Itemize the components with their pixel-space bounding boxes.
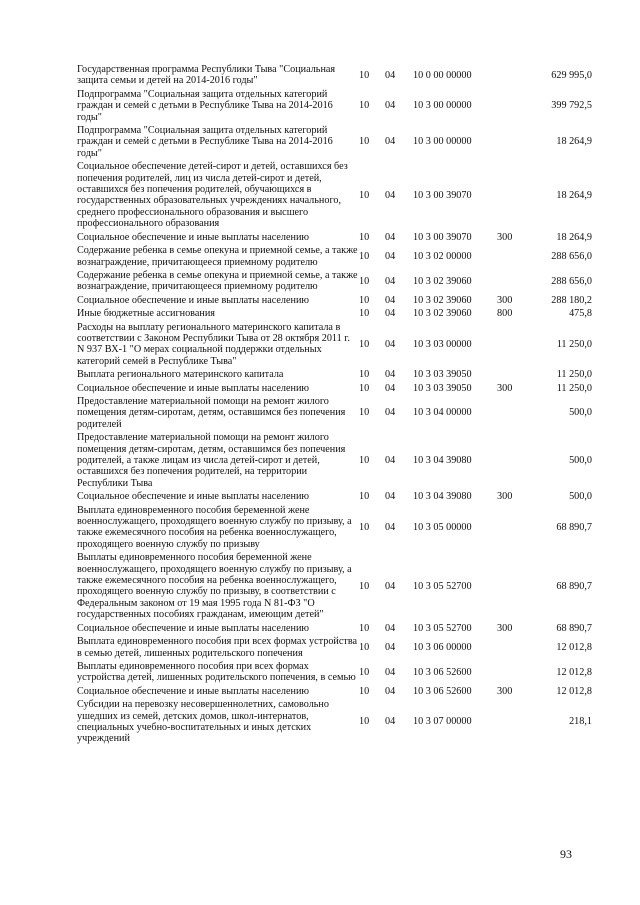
target-article-code: 10 3 04 39080 xyxy=(413,455,472,466)
expense-type-code xyxy=(497,551,527,621)
table-row xyxy=(77,551,592,621)
section-code: 10 xyxy=(359,231,370,243)
table-row xyxy=(77,368,592,381)
amount: 68 890,7 xyxy=(556,622,592,634)
expense-name: Выплата единовременного пособия беременной жене военнослужащего, проходящего военную службу по призыву, а также ежемесячного пособия на ребенка военнослужащего, проходящего военную службу по призыву xyxy=(77,504,352,550)
table-row xyxy=(77,269,592,294)
section-code: 10 xyxy=(359,407,370,419)
table-row xyxy=(77,321,592,369)
section-code: 10 xyxy=(359,641,370,653)
expense-type-code xyxy=(497,431,527,490)
expense-type-code xyxy=(497,269,527,294)
expense-name: Социальное обеспечение и иные выплаты населению xyxy=(77,491,310,503)
amount: 500,0 xyxy=(569,455,592,466)
target-article-code: 10 3 06 00000 xyxy=(413,641,472,653)
subsection-code: 04 xyxy=(385,455,396,466)
section-code: 10 xyxy=(359,294,370,306)
target-article-code: 10 3 02 39060 xyxy=(413,294,472,306)
table-row xyxy=(77,307,592,320)
subsection-code: 04 xyxy=(385,369,396,381)
section-code: 10 xyxy=(359,622,370,634)
target-article-code: 10 3 06 52600 xyxy=(413,685,472,697)
section-code: 10 xyxy=(359,455,370,466)
subsection-code: 04 xyxy=(385,382,396,394)
table-row xyxy=(77,63,592,88)
expense-name: Иные бюджетные ассигнования xyxy=(77,308,215,320)
subsection-code: 04 xyxy=(385,685,396,697)
amount: 18 264,9 xyxy=(556,231,592,243)
target-article-code: 10 3 07 00000 xyxy=(413,716,472,728)
expense-name: Содержание ребенка в семье опекуна и приемной семье, а также вознаграждение, причитающееся приемному родителю xyxy=(77,245,358,268)
amount: 475,8 xyxy=(569,308,592,320)
expense-type-code: 300 xyxy=(497,294,513,306)
target-article-code: 10 3 00 00000 xyxy=(413,136,472,148)
amount: 11 250,0 xyxy=(556,369,592,381)
subsection-code: 04 xyxy=(385,189,396,201)
expense-type-code xyxy=(497,160,527,230)
section-code: 10 xyxy=(359,685,370,697)
amount: 18 264,9 xyxy=(556,189,592,201)
amount: 500,0 xyxy=(569,407,592,419)
expense-type-code xyxy=(497,88,527,124)
subsection-code: 04 xyxy=(385,521,396,533)
section-code: 10 xyxy=(359,338,370,350)
expense-name: Расходы на выплату регионального материнского капитала в соответствии с Законом Республики Тыва от 28 октября 2011 г. N 937 ВХ-1 "О мерах социальной поддержки отдельных категорий семей в Республике Тыва" xyxy=(77,321,350,367)
table-row xyxy=(77,382,592,395)
target-article-code: 10 0 00 00000 xyxy=(413,69,472,81)
target-article-code: 10 3 03 39050 xyxy=(413,382,472,394)
budget-table-body xyxy=(77,63,592,746)
expense-type-code xyxy=(497,63,527,88)
target-article-code: 10 3 02 00000 xyxy=(413,250,472,262)
target-article-code: 10 3 05 00000 xyxy=(413,521,472,533)
amount: 68 890,7 xyxy=(556,521,592,533)
expense-name: Подпрограмма "Социальная защита отдельных категорий граждан и семей с детьми в Республике Тыва на 2014-2016 годы" xyxy=(77,125,333,159)
expense-name: Выплата единовременного пособия при всех формах устройства в семью детей, лишенных родительского попечения xyxy=(77,636,358,659)
target-article-code: 10 3 00 39070 xyxy=(413,189,472,201)
target-article-code: 10 3 00 39070 xyxy=(413,231,472,243)
table-row xyxy=(77,88,592,124)
subsection-code: 04 xyxy=(385,641,396,653)
amount: 11 250,0 xyxy=(556,382,592,394)
budget-table xyxy=(77,63,592,746)
amount: 288 656,0 xyxy=(551,275,592,287)
expense-name: Предоставление материальной помощи на ремонт жилого помещения детям-сиротам, детям, оставшимся без попечения родителей, а также лицам из числа детей-сирот и детей, оставшихся без попечения родителей, на территории Республики Тыва xyxy=(77,432,346,489)
subsection-code: 04 xyxy=(385,69,396,81)
table-row xyxy=(77,698,592,746)
expense-type-code xyxy=(497,244,527,269)
expense-name: Выплата регионального материнского капитала xyxy=(77,369,284,381)
expense-name: Социальное обеспечение и иные выплаты населению xyxy=(77,294,310,306)
expense-name: Предоставление материальной помощи на ремонт жилого помещения детям-сиротам, детям, оставшимся без попечения родителей xyxy=(77,395,346,430)
section-code: 10 xyxy=(359,189,370,201)
target-article-code: 10 3 02 39060 xyxy=(413,275,472,287)
expense-type-code: 300 xyxy=(497,231,513,243)
expense-name: Выплаты единовременного пособия при всех формах устройства детей, лишенных родительского попечения, в семью xyxy=(77,660,356,684)
section-code: 10 xyxy=(359,100,370,112)
target-article-code: 10 3 03 39050 xyxy=(413,369,472,381)
target-article-code: 10 3 05 52700 xyxy=(413,622,472,634)
page-number: 93 xyxy=(560,847,572,861)
table-row xyxy=(77,294,592,307)
subsection-code: 04 xyxy=(385,136,396,148)
section-code: 10 xyxy=(359,69,370,81)
expense-name: Социальное обеспечение и иные выплаты населению xyxy=(77,382,310,394)
expense-type-code: 300 xyxy=(497,685,513,697)
table-row xyxy=(77,635,592,660)
section-code: 10 xyxy=(359,666,370,678)
subsection-code: 04 xyxy=(385,666,396,678)
subsection-code: 04 xyxy=(385,716,396,728)
amount: 68 890,7 xyxy=(556,580,592,592)
target-article-code: 10 3 05 52700 xyxy=(413,580,472,592)
subsection-code: 04 xyxy=(385,250,396,262)
table-row xyxy=(77,160,592,230)
subsection-code: 04 xyxy=(385,407,396,419)
expense-name: Государственная программа Республики Тыва "Социальная защита семьи и детей на 2014-2016 годы" xyxy=(77,64,336,87)
table-row xyxy=(77,124,592,160)
table-row xyxy=(77,231,592,244)
amount: 12 012,8 xyxy=(556,666,592,678)
amount: 11 250,0 xyxy=(556,338,592,350)
expense-name: Социальное обеспечение и иные выплаты населению xyxy=(77,231,310,243)
section-code: 10 xyxy=(359,136,370,148)
expense-type-code: 300 xyxy=(497,622,513,634)
subsection-code: 04 xyxy=(385,622,396,634)
table-row xyxy=(77,504,592,552)
table-row xyxy=(77,395,592,431)
expense-name: Социальное обеспечение и иные выплаты населению xyxy=(77,685,310,697)
amount: 500,0 xyxy=(569,491,592,503)
expense-name: Субсидии на перевозку несовершеннолетних, самовольно ушедших из семей, детских домов, школ-интернатов, специальных учебно-воспитательных и иных детских учреждений xyxy=(77,699,329,745)
expense-name: Социальное обеспечение и иные выплаты населению xyxy=(77,622,310,634)
table-row xyxy=(77,490,592,503)
section-code: 10 xyxy=(359,521,370,533)
expense-type-code xyxy=(497,395,527,431)
target-article-code: 10 3 00 00000 xyxy=(413,100,472,112)
table-row xyxy=(77,244,592,269)
amount: 18 264,9 xyxy=(556,136,592,148)
target-article-code: 10 3 02 39060 xyxy=(413,308,472,320)
amount: 218,1 xyxy=(569,716,592,728)
section-code: 10 xyxy=(359,275,370,287)
target-article-code: 10 3 06 52600 xyxy=(413,666,472,678)
amount: 12 012,8 xyxy=(556,685,592,697)
expense-type-code xyxy=(497,660,527,685)
subsection-code: 04 xyxy=(385,338,396,350)
subsection-code: 04 xyxy=(385,491,396,503)
subsection-code: 04 xyxy=(385,100,396,112)
target-article-code: 10 3 04 39080 xyxy=(413,491,472,503)
section-code: 10 xyxy=(359,716,370,728)
amount: 288 180,2 xyxy=(551,294,592,306)
amount: 399 792,5 xyxy=(551,100,592,112)
expense-name: Подпрограмма "Социальная защита отдельных категорий граждан и семей с детьми в Республике Тыва на 2014-2016 годы" xyxy=(77,88,333,123)
section-code: 10 xyxy=(359,250,370,262)
amount: 288 656,0 xyxy=(551,250,592,262)
expense-type-code xyxy=(497,368,527,381)
expense-name: Социальное обеспечение детей-сирот и детей, оставшихся без попечения родителей, лиц из числа детей-сирот и детей, оставшихся без попечения родителей, обучающихся в государственных образовательных учреждениях начального, среднего профессионального образования и высшего профессионального образования xyxy=(77,161,348,230)
subsection-code: 04 xyxy=(385,231,396,243)
subsection-code: 04 xyxy=(385,275,396,287)
table-row xyxy=(77,685,592,698)
expense-type-code xyxy=(497,635,527,660)
section-code: 10 xyxy=(359,308,370,320)
section-code: 10 xyxy=(359,382,370,394)
expense-name: Содержание ребенка в семье опекуна и приемной семье, а также вознаграждение, причитающееся приемному родителю xyxy=(77,269,358,293)
amount: 629 995,0 xyxy=(551,69,592,81)
target-article-code: 10 3 04 00000 xyxy=(413,407,472,419)
table-row xyxy=(77,431,592,490)
subsection-code: 04 xyxy=(385,294,396,306)
expense-type-code xyxy=(497,124,527,160)
section-code: 10 xyxy=(359,369,370,381)
expense-type-code xyxy=(497,321,527,369)
target-article-code: 10 3 03 00000 xyxy=(413,338,472,350)
expense-type-code xyxy=(497,504,527,552)
subsection-code: 04 xyxy=(385,308,396,320)
expense-type-code: 800 xyxy=(497,308,513,320)
table-row xyxy=(77,660,592,685)
expense-name: Выплаты единовременного пособия беременной жене военнослужащего, проходящего военную службу по призыву, а также ежемесячного пособия на ребенка военнослужащего, проходящего военную службу по призыву, в соответствии с Федеральным законом от 19 мая 1995 года N 81-ФЗ "О государственных пособиях гражданам, имеющим детей" xyxy=(77,552,352,621)
table-row xyxy=(77,622,592,635)
expense-type-code: 300 xyxy=(497,382,513,394)
expense-type-code xyxy=(497,698,527,746)
amount: 12 012,8 xyxy=(556,641,592,653)
section-code: 10 xyxy=(359,491,370,503)
subsection-code: 04 xyxy=(385,580,396,592)
expense-type-code: 300 xyxy=(497,491,513,503)
section-code: 10 xyxy=(359,580,370,592)
